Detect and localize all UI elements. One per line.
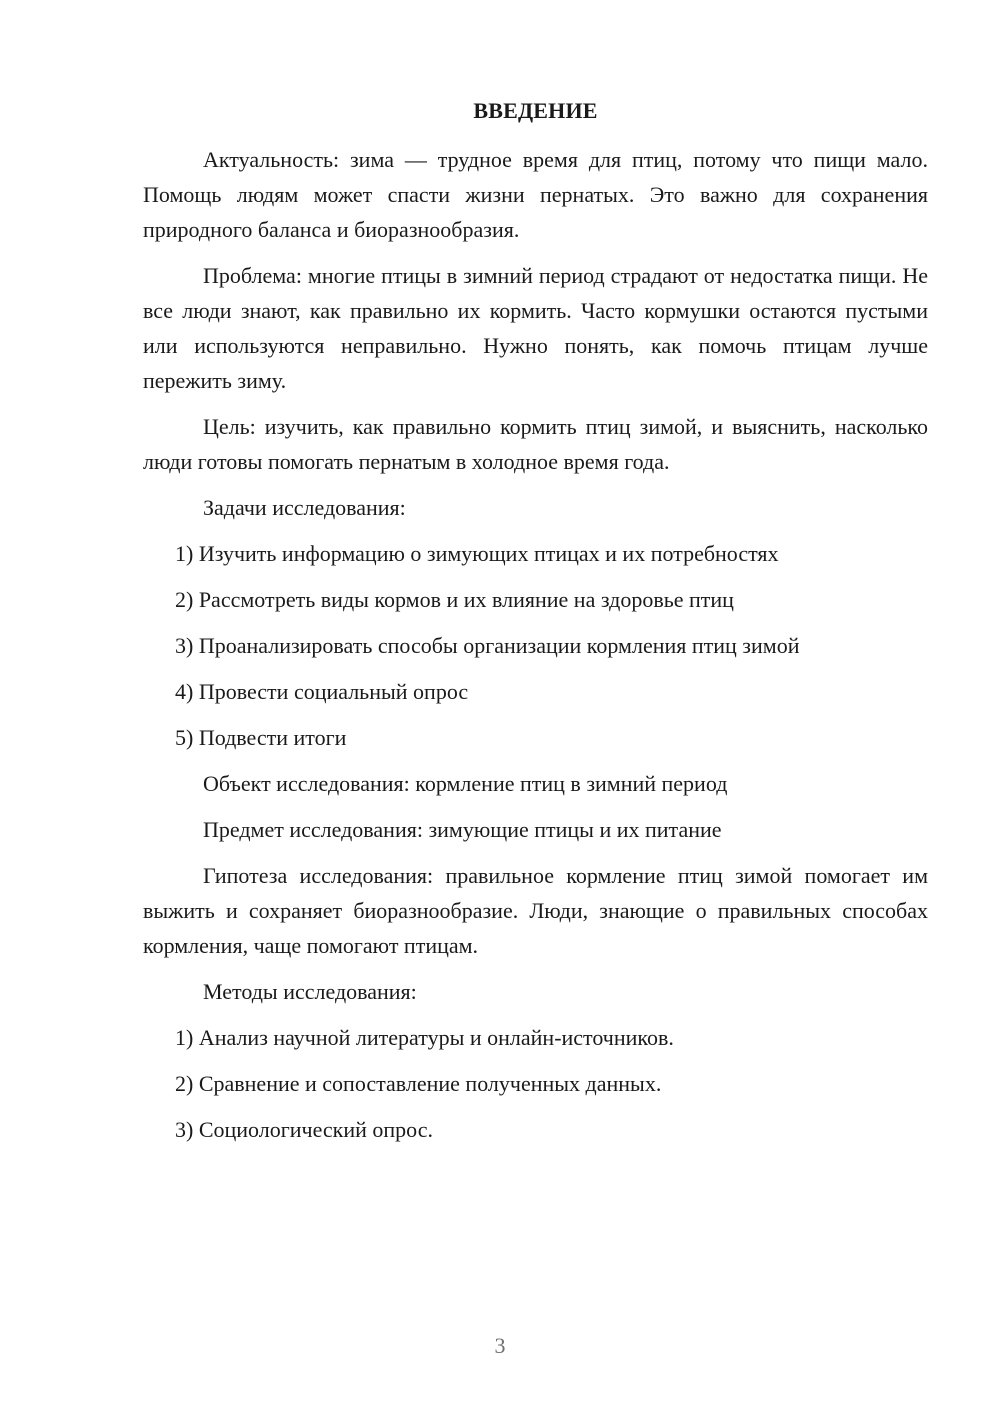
- method-item: 1) Анализ научной литературы и онлайн-источников.: [175, 1025, 674, 1050]
- task-item: 4) Провести социальный опрос: [175, 679, 469, 704]
- task-item: 1) Изучить информацию о зимующих птицах и их потребностях: [175, 541, 779, 566]
- task-item: 2) Рассмотреть виды кормов и их влияние на здоровье птиц: [175, 587, 734, 612]
- research-subject: Предмет исследования: зимующие птицы и их питание: [203, 817, 722, 842]
- tasks-heading: Задачи исследования:: [203, 495, 406, 520]
- problem-paragraph: Проблема: многие птицы в зимний период страдают от недостатка пищи. Не все люди знают, как правильно их кормить. Часто кормушки остаются пустыми или используются неправильно. Нужно понять, как помочь птицам лучше пережить зиму.: [143, 263, 928, 393]
- method-item: 2) Сравнение и сопоставление полученных данных.: [175, 1071, 662, 1096]
- section-title: ВВЕДЕНИЕ: [473, 98, 598, 123]
- hypothesis-paragraph: Гипотеза исследования: правильное кормление птиц зимой помогает им выжить и сохраняет биоразнообразие. Люди, знающие о правильных способах кормления, чаще помогают птицам.: [143, 863, 928, 958]
- page-number: 3: [494, 1333, 506, 1358]
- page-content: [143, 94, 928, 1158]
- task-item: 3) Проанализировать способы организации кормления птиц зимой: [175, 633, 800, 658]
- method-item: 3) Социологический опрос.: [175, 1117, 433, 1142]
- methods-heading: Методы исследования:: [203, 979, 417, 1004]
- relevance-paragraph: Актуальность: зима — трудное время для птиц, потому что пищи мало. Помощь людям может спасти жизни пернатых. Это важно для сохранения природного баланса и биоразнообразия.: [143, 147, 928, 242]
- goal-paragraph: Цель: изучить, как правильно кормить птиц зимой, и выяснить, насколько люди готовы помогать пернатым в холодное время года.: [143, 414, 928, 474]
- research-object: Объект исследования: кормление птиц в зимний период: [203, 771, 728, 796]
- task-item: 5) Подвести итоги: [175, 725, 347, 750]
